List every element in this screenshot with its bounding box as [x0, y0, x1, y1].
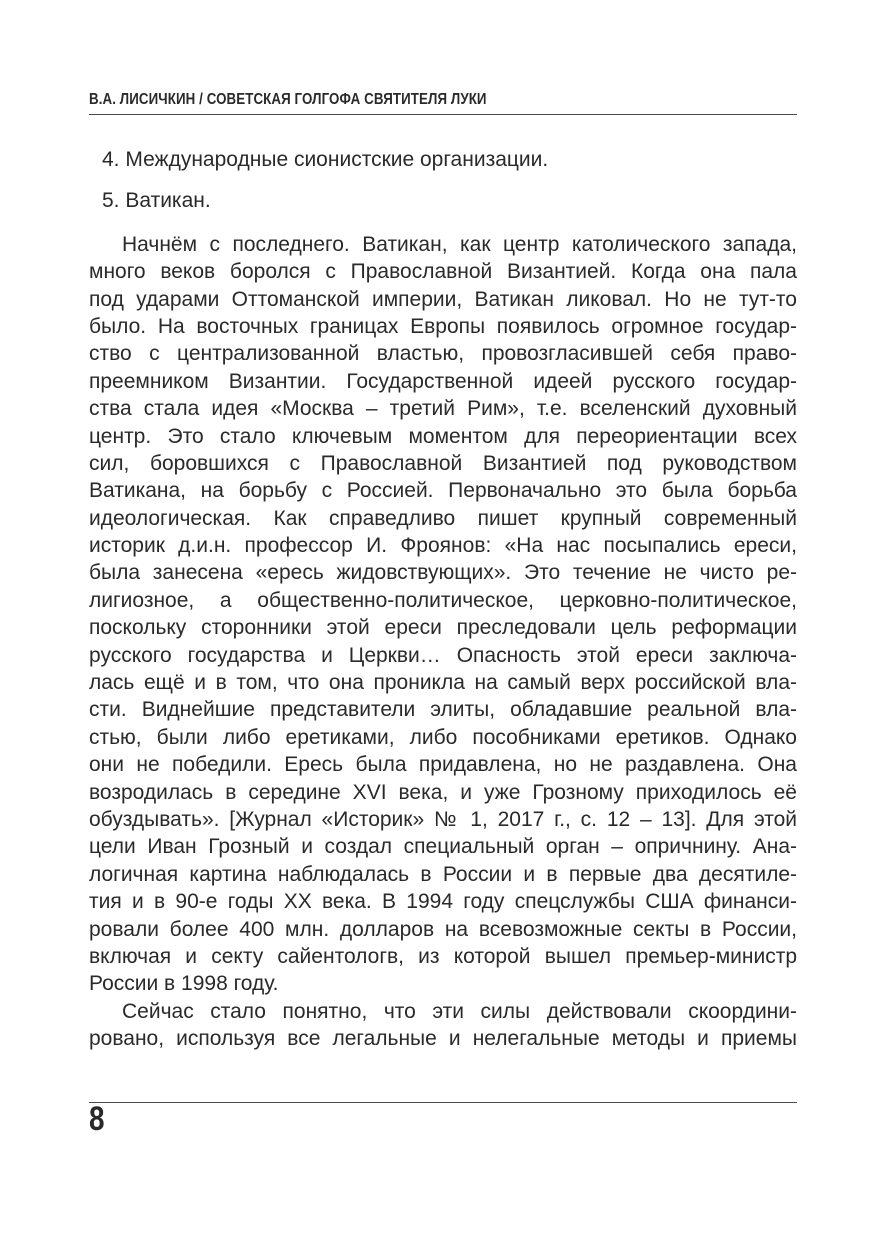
- text-line: сти. Виднейшие представители элиты, обладавшие реальной вла-: [89, 698, 797, 722]
- text-line: ства стала идея «Москва – третий Рим», т.е. вселенский духовный: [89, 397, 797, 421]
- text-line: много веков боролся с Православной Византией. Когда она пала: [89, 260, 797, 284]
- text-line: Сейчас стало понятно, что эти силы действовали скоордини-: [122, 999, 797, 1023]
- text-line: обуздывать». [Журнал «Историк» № 1, 2017 г., с. 12 – 13]. Для этой: [89, 807, 797, 831]
- text-line: цели Иван Грозный и создал специальный орган – опричнину. Ана-: [89, 835, 797, 859]
- text-line: русского государства и Церкви… Опасность этой ереси заключа-: [89, 643, 797, 667]
- running-title: В.А. ЛИСИЧКИН / СОВЕТСКАЯ ГОЛГОФА СВЯТИТЕЛЯ ЛУКИ: [89, 91, 487, 108]
- page-number: 8: [89, 1100, 105, 1138]
- text-line: включая и секту сайентологв, из которой вышел премьер-министр: [89, 944, 797, 968]
- paragraph-2: [89, 998, 797, 1053]
- text-line: они не победили. Ересь была придавлена, но не раздавлена. Она: [89, 753, 797, 777]
- text-line: ство с централизованной властью, провозгласившей себя право-: [89, 342, 797, 366]
- text-line: поскольку сторонники этой ереси преследовали цель реформации: [89, 616, 797, 640]
- header-rule: [89, 114, 797, 115]
- text-line: центр. Это стало ключевым моментом для переориентации всех: [89, 424, 797, 448]
- text-line: под ударами Оттоманской империи, Ватикан ликовал. Но не тут-то: [89, 287, 797, 311]
- text-line: было. На восточных границах Европы появилось огромное государ-: [89, 314, 797, 338]
- text-line: стью, были либо еретиками, либо пособниками еретиков. Однако: [89, 725, 797, 749]
- text-line: Начнём с последнего. Ватикан, как центр католического запада,: [122, 232, 797, 256]
- text-line: была занесена «ересь жидовствующих». Это течение не чисто ре-: [89, 561, 797, 585]
- list-item: 5. Ватикан.: [102, 189, 211, 213]
- page-body: [89, 146, 797, 1053]
- text-line: лась ещё и в том, что она проникла на самый верх российской вла-: [89, 671, 797, 695]
- paragraph-1: [89, 231, 797, 998]
- text-line: тия и в 90-е годы XX века. В 1994 году спецслужбы США финанси-: [89, 890, 797, 914]
- text-line: Ватикана, на борьбу с Россией. Первоначально это была борьба: [89, 479, 797, 503]
- text-line: ровали более 400 млн. долларов на всевозможные секты в России,: [89, 917, 797, 941]
- text-line: возродилась в середине XVI века, и уже Грозному приходилось её: [89, 780, 797, 804]
- text-line: сил, боровшихся с Православной Византией под руководством: [89, 451, 797, 475]
- text-line: историк д.и.н. профессор И. Фроянов: «На нас посыпались ереси,: [89, 534, 797, 558]
- text-line: преемником Византии. Государственной идеей русского государ-: [89, 369, 797, 393]
- text-line: идеологическая. Как справедливо пишет крупный современный: [89, 506, 797, 530]
- text-line: ровано, используя все легальные и нелегальные методы и приемы: [89, 1027, 797, 1051]
- list-item: 4. Международные сионистские организации.: [102, 148, 549, 171]
- text-line: лигиозное, а общественно-политическое, церковно-политическое,: [89, 588, 797, 612]
- footer-rule: [89, 1102, 797, 1103]
- text-line: России в 1998 году.: [89, 972, 279, 996]
- text-line: логичная картина наблюдалась в России и в первые два десятиле-: [89, 862, 797, 886]
